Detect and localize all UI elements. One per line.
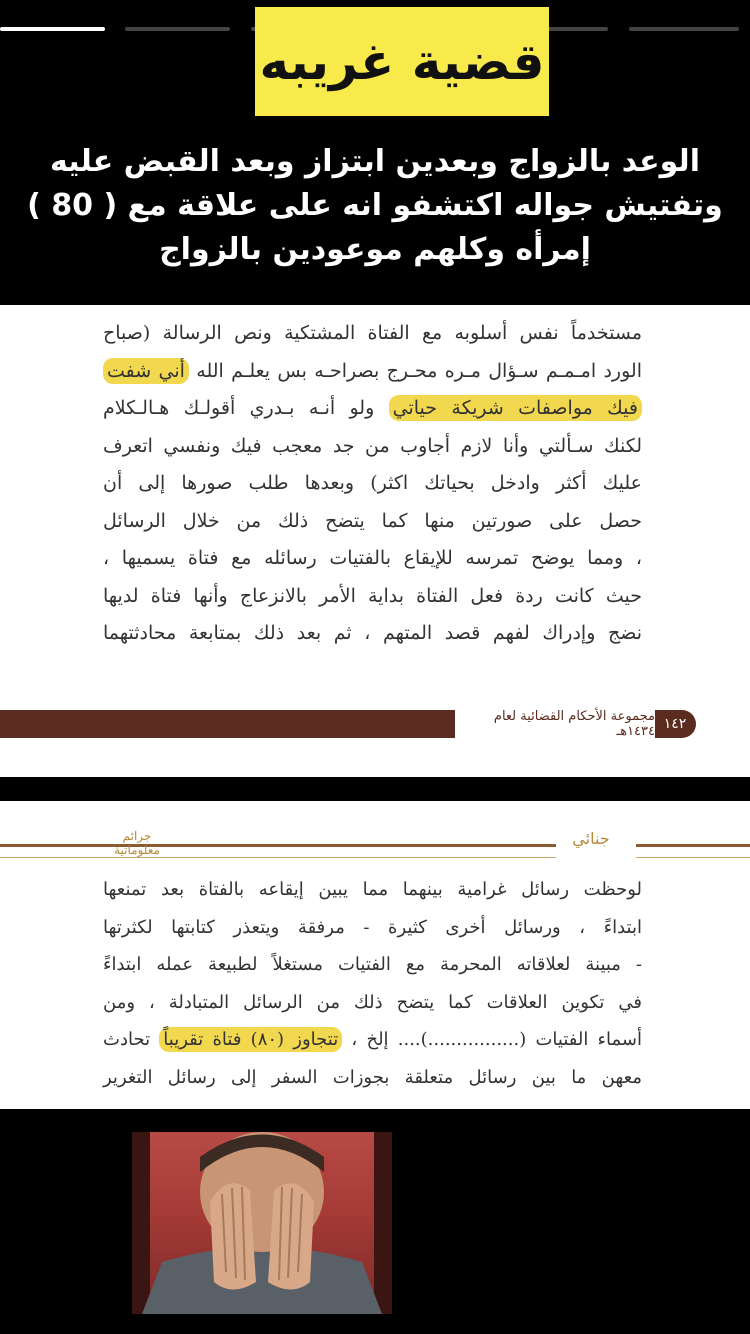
- section-header-left: جرائم معلوماتية: [114, 829, 160, 857]
- header-rule: [636, 844, 750, 858]
- story-segment: [125, 27, 230, 31]
- page2-text: [103, 871, 642, 1096]
- text-line: حيث كانت ردة فعل الفتاة بداية الأمر بالانزعاج وأنها فتاة لديها: [103, 584, 642, 607]
- text-line: حصل على صورتين منها كما يتضح ذلك من خلال الرسائل: [103, 509, 642, 532]
- story-title-sticker: [255, 7, 549, 116]
- footer-book-title: مجموعة الأحكام القضائية لعام ١٤٣٤هـ: [455, 710, 655, 738]
- photo-shadow: [132, 1132, 150, 1314]
- reaction-photo: [132, 1132, 392, 1314]
- text-line: [103, 353, 642, 391]
- caption-line: إمرأه وكلهم موعودين بالزواج: [159, 232, 591, 267]
- text-span: الورد امـمـم سـؤال مـره محـرج بصراحـه بس يعلـم الله: [188, 359, 642, 382]
- page1-text: [103, 315, 642, 653]
- page-number: ١٤٢: [663, 716, 687, 732]
- caption-line: الوعد بالزواج وبعدين ابتزاز وبعد القبض عليه: [50, 144, 700, 179]
- story-segment: [0, 27, 105, 31]
- photo-shadow: [374, 1132, 392, 1314]
- highlight: أني شفت: [103, 358, 189, 384]
- story-segment: [629, 27, 739, 31]
- highlight: فيك مواصفات شريكة حياتي: [389, 395, 642, 421]
- text-line: مستخدماً نفس أسلوبه مع الفتاة المشتكية ونص الرسالة (صباح: [103, 322, 642, 344]
- text-line: لوحظت رسائل غرامية بينهما مما يبين إيقاعه بالفتاة بعد تمنعها: [103, 879, 642, 900]
- page-gap: [0, 777, 750, 801]
- text-span: ولو أنـه بـدري أقولـك هـالـكلام: [103, 397, 389, 419]
- text-line: نضج وإدراك لفهم قصد المتهم ، ثم بعد ذلك بمتابعة محادثتهما: [103, 622, 642, 644]
- story-caption: [20, 140, 730, 272]
- text-line: [103, 1021, 642, 1059]
- text-span: تحادث: [103, 1029, 160, 1050]
- text-line: - مبينة لعلاقاته المحرمة مع الفتيات مستغلاً لطبيعة عمله ابتداءً: [103, 954, 642, 975]
- shirt-shape: [142, 1247, 382, 1314]
- document-page-scan-2: [0, 801, 750, 1109]
- header-rule: [0, 844, 556, 858]
- text-line: معهن ما بين رسائل متعلقة بجوزات السفر إلى رسائل التغرير: [103, 1066, 642, 1088]
- section-header-right: جنائي: [572, 829, 610, 848]
- text-span: أسماء الفتيات (................).... إلخ ،: [342, 1029, 642, 1050]
- text-line: [103, 390, 642, 428]
- text-line: عليك أكثر وادخل بحياتك اكثر) وبعدها طلب صورها إلى أن: [103, 472, 642, 494]
- story-title: قضية غريبه: [259, 32, 545, 91]
- text-line: ، ومما يوضح تمرسه للإيقاع بالفتيات رسائله مع فتاة يسميها ،: [103, 547, 642, 569]
- text-line: ابتداءً ، ورسائل أخرى كثيرة - مرفقة ويتعذر كتابتها لكثرتها: [103, 916, 642, 938]
- text-line: في تكوين العلاقات كما يتضح ذلك من الرسائل المتبادلة ، ومن: [103, 991, 642, 1013]
- caption-line: وتفتيش جواله اكتشفو انه على علاقة مع ( 80 ): [27, 188, 723, 223]
- highlight: تتجاوز (٨٠) فتاة تقريباً: [159, 1027, 342, 1052]
- facepalm-man-illustration: [132, 1132, 392, 1314]
- text-line: لكنك سـألتي وأنا لازم أجاوب من جد معجب فيك ونفسي اتعرف: [103, 434, 642, 457]
- document-page-scan-1: [0, 305, 750, 777]
